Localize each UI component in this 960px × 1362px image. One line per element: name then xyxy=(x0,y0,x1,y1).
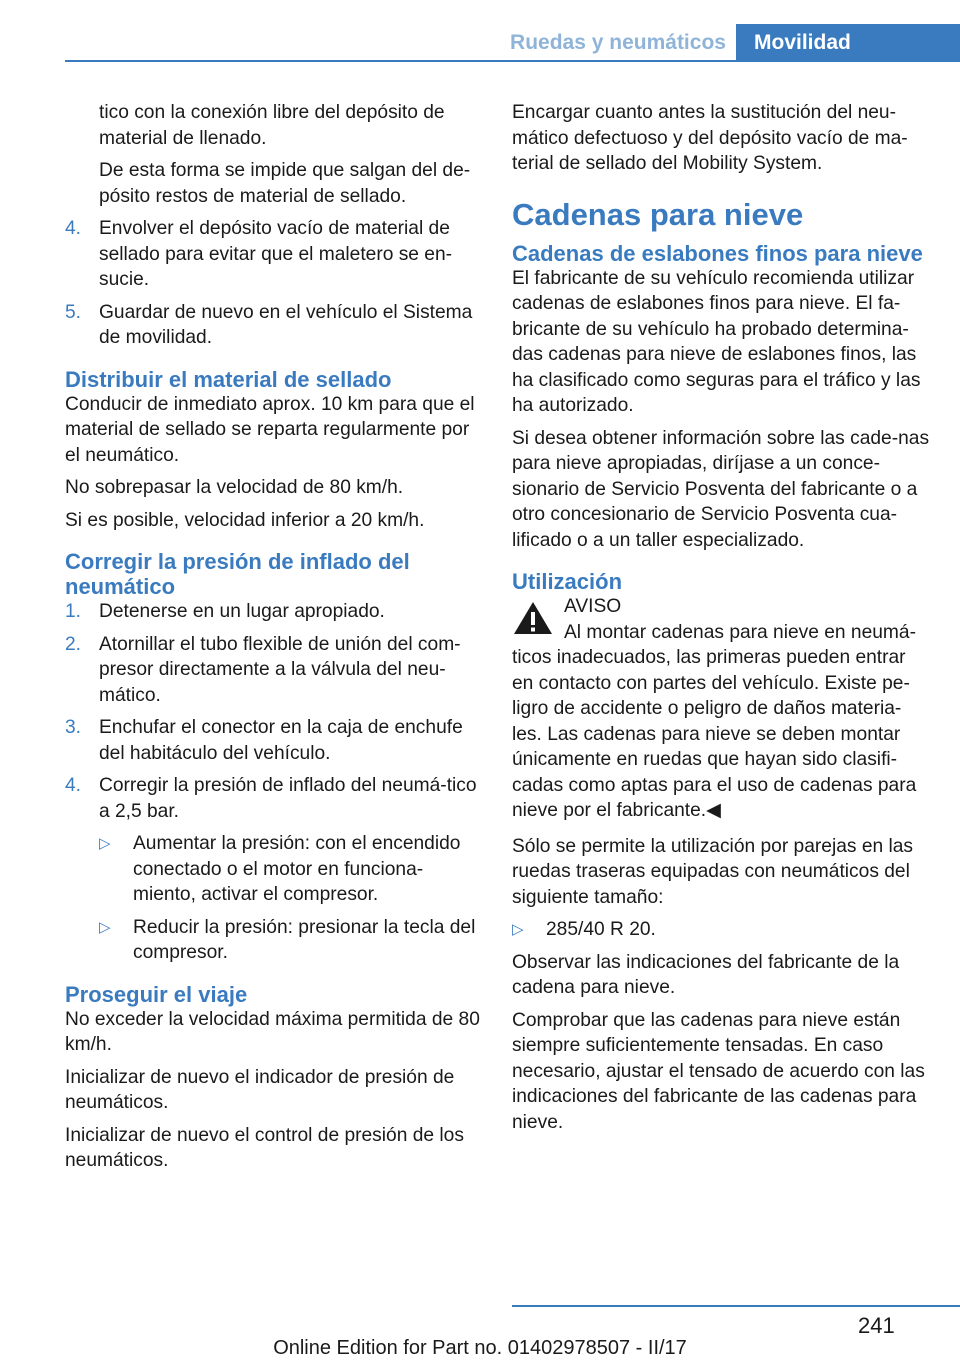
list-number: 3. xyxy=(65,717,82,738)
list-text: Enchufar el conector en la caja de enchufe del habitáculo del vehículo. xyxy=(99,717,463,764)
header-section-label: Ruedas y neumáticos xyxy=(510,31,726,54)
paragraph: Sólo se permite la utilización por parejas en las ruedas traseras equipadas con neumáticos del siguiente tamaño: xyxy=(512,835,914,908)
heading-proseguir: Proseguir el viaje xyxy=(65,981,248,1007)
bullet-item xyxy=(65,915,483,966)
paragraph: Observar las indicaciones del fabricante de la cadena para nieve. xyxy=(512,951,900,998)
triangle-bullet-icon: ▷ xyxy=(512,921,524,938)
paragraph: Conducir de inmediato aprox. 10 km para que el material de sellado se reparta regularmente por el neumático. xyxy=(65,393,475,466)
list-item xyxy=(65,300,483,351)
warning-text: ticos inadecuados, las primeras pueden entrar en contacto con partes del vehículo. Existe pe-ligro de accidente o peligro de daños materia-les. Las cadenas para nieve se deben montar únicamente en ruedas que hayan sido clasifi-cadas como aptas para el uso de cadenas para nieve por el fabricante.◀ xyxy=(512,647,917,821)
right-column xyxy=(512,100,930,1142)
header-chapter-tab: Movilidad xyxy=(736,24,960,62)
list-item xyxy=(65,599,483,625)
continued-step-note: De esta forma se impide que salgan del de-pósito restos de material de sellado. xyxy=(99,160,471,207)
paragraph: Encargar cuanto antes la sustitución del neu-mático defectuoso y del depósito vacío de ma-terial de sellado del Mobility System. xyxy=(512,102,908,174)
footer-edition: Online Edition for Part no. 01402978507 - II/17 xyxy=(273,1337,687,1359)
list-item xyxy=(65,632,483,709)
paragraph: No exceder la velocidad máxima permitida de 80 km/h. xyxy=(65,1008,480,1055)
heading-utilizacion: Utilización xyxy=(512,569,623,594)
warning-triangle-icon xyxy=(512,600,554,636)
paragraph: Comprobar que las cadenas para nieve están siempre suficientemente tensadas. En caso necesario, ajustar el tensado de acuerdo con las indicaciones del fabricante de las cadenas para nieve. xyxy=(512,1009,925,1133)
list-number: 5. xyxy=(65,301,82,323)
bullet-text: Aumentar la presión: con el encendido conectado o el motor en funciona-miento, activar el compresor. xyxy=(133,833,461,905)
list-number: 1. xyxy=(65,601,82,622)
footer-rule xyxy=(512,1305,960,1307)
list-item xyxy=(65,216,483,293)
paragraph: Si es posible, velocidad inferior a 20 km/h. xyxy=(65,509,425,531)
paragraph: El fabricante de su vehículo recomienda utilizar cadenas de eslabones finos para nieve. El fa-bricante de su vehículo ha probado determina-das cadenas para nieve de eslabones finos, las ha clasificado como seguras para el tráfico y las ha autorizado. xyxy=(512,267,921,416)
paragraph: Inicializar de nuevo el control de presión de los neumáticos. xyxy=(65,1124,464,1171)
page-number: 241 xyxy=(858,1313,895,1338)
left-column xyxy=(65,100,483,1181)
bullet-item xyxy=(512,917,930,943)
heading-eslabones: Cadenas de eslabones finos para nieve xyxy=(512,240,923,266)
continued-step-text: tico con la conexión libre del depósito de material de llenado. xyxy=(99,102,445,149)
list-text: Guardar de nuevo en el vehículo el Sistema de movilidad. xyxy=(99,301,473,348)
paragraph: No sobrepasar la velocidad de 80 km/h. xyxy=(65,477,404,498)
heading-cadenas: Cadenas para nieve xyxy=(512,196,804,232)
heading-distribuir: Distribuir el material de sellado xyxy=(65,366,392,392)
warning-title: AVISO xyxy=(564,596,622,617)
triangle-bullet-icon: ▷ xyxy=(99,835,111,852)
list-text: Atornillar el tubo flexible de unión del com-presor directamente a la válvula del neu-mático. xyxy=(99,633,461,706)
list-text: Envolver el depósito vacío de material de sellado para evitar que el maletero se en-sucie. xyxy=(99,218,453,290)
paragraph: Inicializar de nuevo el indicador de presión de neumáticos. xyxy=(65,1066,455,1113)
list-number: 2. xyxy=(65,633,82,655)
list-text: Corregir la presión de inflado del neumá-tico a 2,5 bar. xyxy=(99,775,477,822)
triangle-bullet-icon: ▷ xyxy=(99,918,111,936)
list-number: 4. xyxy=(65,218,82,239)
paragraph: Si desea obtener información sobre las cade-nas para nieve apropiadas, diríjase a un conce-sionario de Servicio Posventa del fabricante o a otro concesionario de Servicio Posventa cua-lificado o a un taller especializado. xyxy=(512,427,930,551)
list-text: Detenerse en un lugar apropiado. xyxy=(99,601,385,622)
warning-text-first-line: Al montar cadenas para nieve en neumá- xyxy=(564,621,916,643)
bullet-text: 285/40 R 20. xyxy=(546,919,656,940)
list-item xyxy=(65,715,483,766)
warning-block xyxy=(512,594,930,645)
bullet-item xyxy=(65,831,483,908)
list-number: 4. xyxy=(65,775,82,796)
list-item xyxy=(65,773,483,824)
bullet-text: Reducir la presión: presionar la tecla del compresor. xyxy=(133,916,476,963)
heading-corregir: Corregir la presión de inflado del neumático xyxy=(65,549,410,599)
